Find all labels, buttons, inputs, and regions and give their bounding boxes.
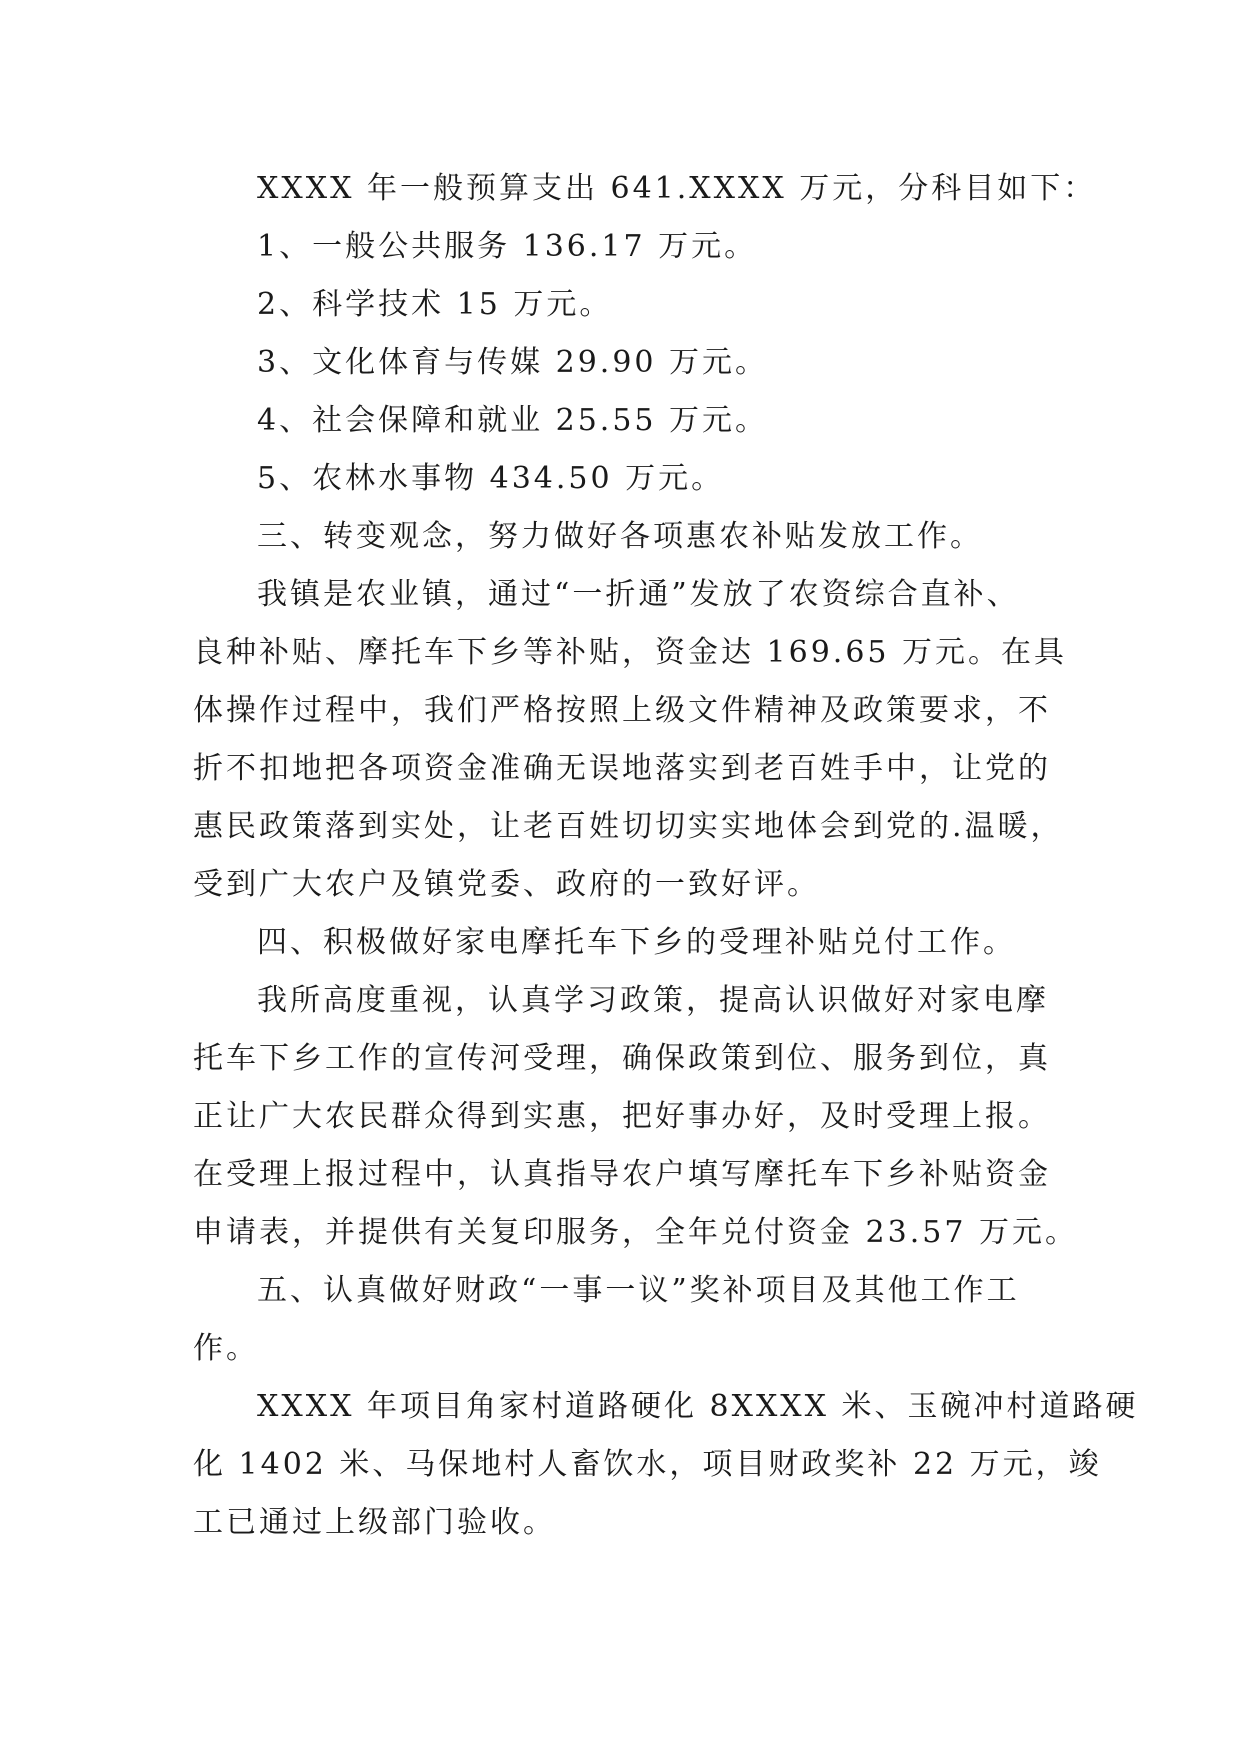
section-heading: 四、积极做好家电摩托车下乡的受理补贴兑付工作。 xyxy=(257,925,1016,960)
section-heading-continuation: 作。 xyxy=(193,1331,259,1366)
paragraph-line: 工已通过上级部门验收。 xyxy=(193,1505,556,1540)
paragraph-line: 我镇是农业镇，通过“一折通”发放了农资综合直补、 xyxy=(257,577,1020,612)
section-heading: 五、认真做好财政“一事一议”奖补项目及其他工作工 xyxy=(257,1273,1020,1308)
budget-item: 4、社会保障和就业 25.55 万元。 xyxy=(257,403,769,438)
budget-item: 5、农林水事物 434.50 万元。 xyxy=(257,461,725,496)
paragraph-line: 我所高度重视，认真学习政策，提高认识做好对家电摩 xyxy=(257,983,1049,1018)
budget-item: 2、科学技术 15 万元。 xyxy=(257,287,613,322)
paragraph-line: 惠民政策落到实处，让老百姓切切实实地体会到党的.温暖， xyxy=(193,809,1064,844)
budget-item: 3、文化体育与传媒 29.90 万元。 xyxy=(257,345,769,380)
paragraph-line: XXXX 年项目角家村道路硬化 8XXXX 米、玉碗冲村道路硬 xyxy=(257,1389,1139,1424)
paragraph-line: 申请表，并提供有关复印服务，全年兑付资金 23.57 万元。 xyxy=(193,1215,1078,1250)
section-heading: 三、转变观念，努力做好各项惠农补贴发放工作。 xyxy=(257,519,983,554)
paragraph-line: 良种补贴、摩托车下乡等补贴，资金达 169.65 万元。在具 xyxy=(193,635,1068,670)
paragraph-line: 托车下乡工作的宣传河受理，确保政策到位、服务到位，真 xyxy=(193,1041,1051,1076)
paragraph-line: 体操作过程中，我们严格按照上级文件精神及政策要求，不 xyxy=(193,693,1051,728)
document-page xyxy=(193,160,1139,1552)
paragraph-line: 折不扣地把各项资金准确无误地落实到老百姓手中，让党的 xyxy=(193,751,1051,786)
budget-item: 1、一般公共服务 136.17 万元。 xyxy=(257,229,758,264)
paragraph-line: 在受理上报过程中，认真指导农户填写摩托车下乡补贴资金 xyxy=(193,1157,1051,1192)
budget-intro: XXXX 年一般预算支出 641.XXXX 万元，分科目如下： xyxy=(257,171,1097,206)
paragraph-line: 受到广大农户及镇党委、政府的一致好评。 xyxy=(193,867,820,902)
paragraph-line: 正让广大农民群众得到实惠，把好事办好，及时受理上报。 xyxy=(193,1099,1051,1134)
paragraph-line: 化 1402 米、马保地村人畜饮水，项目财政奖补 22 万元，竣 xyxy=(193,1447,1102,1482)
